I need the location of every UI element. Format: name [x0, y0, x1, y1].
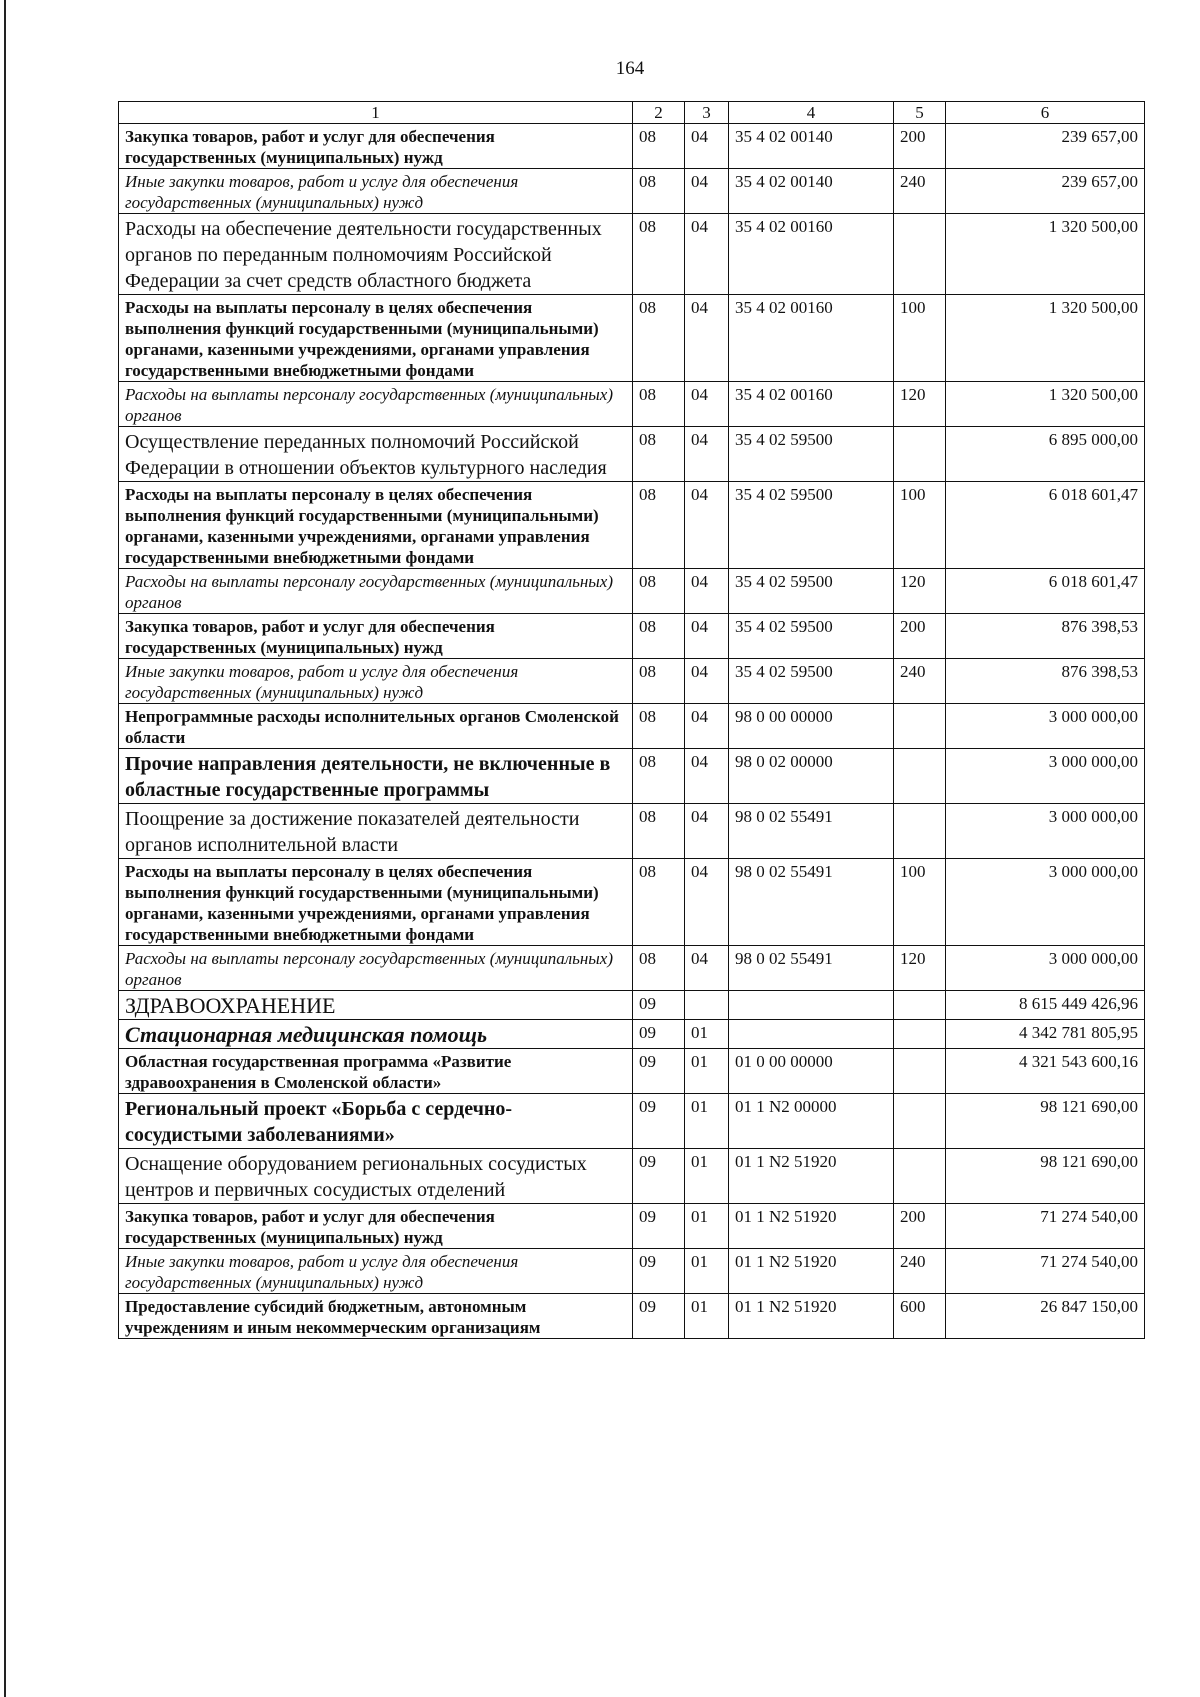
row-amount: 239 657,00 [946, 169, 1145, 214]
row-name: Региональный проект «Борьба с сердечно-сосудистыми заболеваниями» [119, 1094, 633, 1149]
table-row [119, 124, 1145, 169]
row-expense-type: 240 [894, 1249, 946, 1294]
row-amount: 3 000 000,00 [946, 749, 1145, 804]
row-section-code: 08 [633, 946, 685, 991]
row-section-code: 08 [633, 295, 685, 382]
row-expense-type: 200 [894, 124, 946, 169]
row-amount: 26 847 150,00 [946, 1294, 1145, 1339]
row-amount: 3 000 000,00 [946, 804, 1145, 859]
row-amount: 3 000 000,00 [946, 859, 1145, 946]
row-amount: 4 321 543 600,16 [946, 1049, 1145, 1094]
table-header-row [119, 102, 1145, 124]
row-subsection-code: 04 [685, 804, 729, 859]
row-name: Иные закупки товаров, работ и услуг для обеспечения государственных (муниципальных) нужд [119, 659, 633, 704]
row-target-article [729, 1020, 894, 1049]
row-section-code: 09 [633, 1020, 685, 1049]
row-name: Непрограммные расходы исполнительных органов Смоленской области [119, 704, 633, 749]
budget-table [118, 101, 1145, 1339]
row-section-code: 09 [633, 1094, 685, 1149]
row-section-code: 08 [633, 482, 685, 569]
row-name: Иные закупки товаров, работ и услуг для обеспечения государственных (муниципальных) нужд [119, 1249, 633, 1294]
table-row [119, 214, 1145, 295]
row-subsection-code: 04 [685, 482, 729, 569]
table-row [119, 382, 1145, 427]
row-amount: 1 320 500,00 [946, 214, 1145, 295]
table-row [119, 169, 1145, 214]
row-expense-type: 120 [894, 946, 946, 991]
row-subsection-code: 04 [685, 659, 729, 704]
row-amount: 1 320 500,00 [946, 295, 1145, 382]
row-target-article: 35 4 02 59500 [729, 427, 894, 482]
row-subsection-code: 04 [685, 295, 729, 382]
table-row [119, 1249, 1145, 1294]
row-expense-type: 240 [894, 659, 946, 704]
table-row [119, 704, 1145, 749]
row-name: Иные закупки товаров, работ и услуг для обеспечения государственных (муниципальных) нужд [119, 169, 633, 214]
row-subsection-code: 04 [685, 169, 729, 214]
row-name: Предоставление субсидий бюджетным, автономным учреждениям и иным некоммерческим организациям [119, 1294, 633, 1339]
row-section-code: 09 [633, 1249, 685, 1294]
row-subsection-code: 04 [685, 859, 729, 946]
row-amount: 1 320 500,00 [946, 382, 1145, 427]
row-expense-type: 100 [894, 295, 946, 382]
row-expense-type: 240 [894, 169, 946, 214]
table-row [119, 1204, 1145, 1249]
row-section-code: 09 [633, 1049, 685, 1094]
row-expense-type [894, 804, 946, 859]
row-target-article: 98 0 02 55491 [729, 804, 894, 859]
row-section-code: 08 [633, 804, 685, 859]
row-section-code: 08 [633, 569, 685, 614]
table-row [119, 1294, 1145, 1339]
table-row [119, 1020, 1145, 1049]
row-target-article: 01 1 N2 51920 [729, 1149, 894, 1204]
row-name: Расходы на выплаты персоналу в целях обеспечения выполнения функций государственными (муниципальными) органами, казенными учреждениями, органами управления государственными внебюджетными фондами [119, 295, 633, 382]
row-section-code: 09 [633, 1149, 685, 1204]
row-target-article: 98 0 02 00000 [729, 749, 894, 804]
row-name: Расходы на выплаты персоналу в целях обеспечения выполнения функций государственными (муниципальными) органами, казенными учреждениями, органами управления государственными внебюджетными фондами [119, 859, 633, 946]
table-row [119, 859, 1145, 946]
row-name: Поощрение за достижение показателей деятельности органов исполнительной власти [119, 804, 633, 859]
row-name: Прочие направления деятельности, не включенные в областные государственные программы [119, 749, 633, 804]
row-amount: 71 274 540,00 [946, 1249, 1145, 1294]
row-name: Оснащение оборудованием региональных сосудистых центров и первичных сосудистых отделений [119, 1149, 633, 1204]
row-subsection-code: 01 [685, 1249, 729, 1294]
row-subsection-code: 04 [685, 382, 729, 427]
table-row [119, 1149, 1145, 1204]
row-section-code: 09 [633, 1204, 685, 1249]
row-name: Закупка товаров, работ и услуг для обеспечения государственных (муниципальных) нужд [119, 124, 633, 169]
row-target-article: 35 4 02 59500 [729, 659, 894, 704]
row-target-article: 98 0 02 55491 [729, 946, 894, 991]
row-expense-type: 200 [894, 1204, 946, 1249]
row-amount: 239 657,00 [946, 124, 1145, 169]
row-subsection-code: 01 [685, 1204, 729, 1249]
row-expense-type [894, 749, 946, 804]
row-target-article: 01 0 00 00000 [729, 1049, 894, 1094]
row-name: Областная государственная программа «Развитие здравоохранения в Смоленской области» [119, 1049, 633, 1094]
row-subsection-code: 01 [685, 1049, 729, 1094]
row-subsection-code: 04 [685, 427, 729, 482]
row-target-article [729, 991, 894, 1020]
table-row [119, 569, 1145, 614]
table-row [119, 804, 1145, 859]
header-col-1: 1 [119, 102, 633, 124]
row-expense-type: 100 [894, 482, 946, 569]
table-row [119, 659, 1145, 704]
header-col-3: 3 [685, 102, 729, 124]
row-expense-type [894, 991, 946, 1020]
row-target-article: 01 1 N2 51920 [729, 1249, 894, 1294]
row-target-article: 98 0 02 55491 [729, 859, 894, 946]
row-name: Расходы на выплаты персоналу государственных (муниципальных) органов [119, 569, 633, 614]
row-name: Расходы на выплаты персоналу государственных (муниципальных) органов [119, 946, 633, 991]
page-number: 164 [615, 58, 645, 79]
row-target-article: 35 4 02 00140 [729, 169, 894, 214]
row-expense-type [894, 214, 946, 295]
row-amount: 98 121 690,00 [946, 1149, 1145, 1204]
row-name: Закупка товаров, работ и услуг для обеспечения государственных (муниципальных) нужд [119, 1204, 633, 1249]
header-col-2: 2 [633, 102, 685, 124]
row-subsection-code: 04 [685, 704, 729, 749]
row-amount: 71 274 540,00 [946, 1204, 1145, 1249]
row-section-code: 08 [633, 382, 685, 427]
row-expense-type: 100 [894, 859, 946, 946]
table-row [119, 427, 1145, 482]
table-row [119, 991, 1145, 1020]
table-row [119, 295, 1145, 382]
row-amount: 876 398,53 [946, 614, 1145, 659]
row-subsection-code: 04 [685, 946, 729, 991]
row-expense-type: 600 [894, 1294, 946, 1339]
row-section-code: 09 [633, 1294, 685, 1339]
row-target-article: 35 4 02 00160 [729, 214, 894, 295]
row-subsection-code: 04 [685, 614, 729, 659]
row-name: Расходы на выплаты персоналу в целях обеспечения выполнения функций государственными (муниципальными) органами, казенными учреждениями, органами управления государственными внебюджетными фондами [119, 482, 633, 569]
table-row [119, 614, 1145, 659]
row-expense-type: 120 [894, 382, 946, 427]
row-section-code: 08 [633, 214, 685, 295]
table-row [119, 1094, 1145, 1149]
table-row [119, 482, 1145, 569]
row-target-article: 35 4 02 59500 [729, 569, 894, 614]
row-target-article: 01 1 N2 51920 [729, 1294, 894, 1339]
row-section-code: 08 [633, 704, 685, 749]
row-subsection-code: 01 [685, 1020, 729, 1049]
row-subsection-code: 01 [685, 1149, 729, 1204]
row-target-article: 35 4 02 00160 [729, 382, 894, 427]
row-expense-type [894, 704, 946, 749]
row-subsection-code: 01 [685, 1094, 729, 1149]
row-target-article: 35 4 02 00140 [729, 124, 894, 169]
row-section-code: 08 [633, 124, 685, 169]
row-section-code: 08 [633, 859, 685, 946]
row-expense-type [894, 1020, 946, 1049]
table-row [119, 749, 1145, 804]
row-name: ЗДРАВООХРАНЕНИЕ [119, 991, 633, 1020]
row-name: Расходы на обеспечение деятельности государственных органов по переданным полномочиям Российской Федерации за счет средств областного бюджета [119, 214, 633, 295]
header-col-5: 5 [894, 102, 946, 124]
row-section-code: 08 [633, 169, 685, 214]
row-amount: 98 121 690,00 [946, 1094, 1145, 1149]
row-amount: 6 895 000,00 [946, 427, 1145, 482]
row-expense-type [894, 1149, 946, 1204]
row-name: Расходы на выплаты персоналу государственных (муниципальных) органов [119, 382, 633, 427]
row-subsection-code: 04 [685, 214, 729, 295]
row-amount: 6 018 601,47 [946, 482, 1145, 569]
row-name: Закупка товаров, работ и услуг для обеспечения государственных (муниципальных) нужд [119, 614, 633, 659]
row-target-article: 35 4 02 59500 [729, 614, 894, 659]
row-subsection-code: 04 [685, 749, 729, 804]
row-section-code: 08 [633, 614, 685, 659]
row-amount: 3 000 000,00 [946, 946, 1145, 991]
row-expense-type [894, 1094, 946, 1149]
row-name: Стационарная медицинская помощь [119, 1020, 633, 1049]
row-amount: 6 018 601,47 [946, 569, 1145, 614]
row-target-article: 35 4 02 00160 [729, 295, 894, 382]
row-subsection-code: 04 [685, 124, 729, 169]
row-section-code: 08 [633, 427, 685, 482]
row-subsection-code: 04 [685, 569, 729, 614]
row-amount: 876 398,53 [946, 659, 1145, 704]
row-section-code: 09 [633, 991, 685, 1020]
row-target-article: 01 1 N2 51920 [729, 1204, 894, 1249]
row-expense-type [894, 1049, 946, 1094]
row-section-code: 08 [633, 659, 685, 704]
header-col-4: 4 [729, 102, 894, 124]
row-subsection-code [685, 991, 729, 1020]
scan-margin-line [4, 0, 6, 1697]
row-amount: 4 342 781 805,95 [946, 1020, 1145, 1049]
row-target-article: 01 1 N2 00000 [729, 1094, 894, 1149]
row-name: Осуществление переданных полномочий Российской Федерации в отношении объектов культурного наследия [119, 427, 633, 482]
row-expense-type: 120 [894, 569, 946, 614]
row-amount: 3 000 000,00 [946, 704, 1145, 749]
header-col-6: 6 [946, 102, 1145, 124]
table-row [119, 1049, 1145, 1094]
row-section-code: 08 [633, 749, 685, 804]
row-expense-type: 200 [894, 614, 946, 659]
row-amount: 8 615 449 426,96 [946, 991, 1145, 1020]
table-row [119, 946, 1145, 991]
row-subsection-code: 01 [685, 1294, 729, 1339]
row-expense-type [894, 427, 946, 482]
row-target-article: 98 0 00 00000 [729, 704, 894, 749]
row-target-article: 35 4 02 59500 [729, 482, 894, 569]
